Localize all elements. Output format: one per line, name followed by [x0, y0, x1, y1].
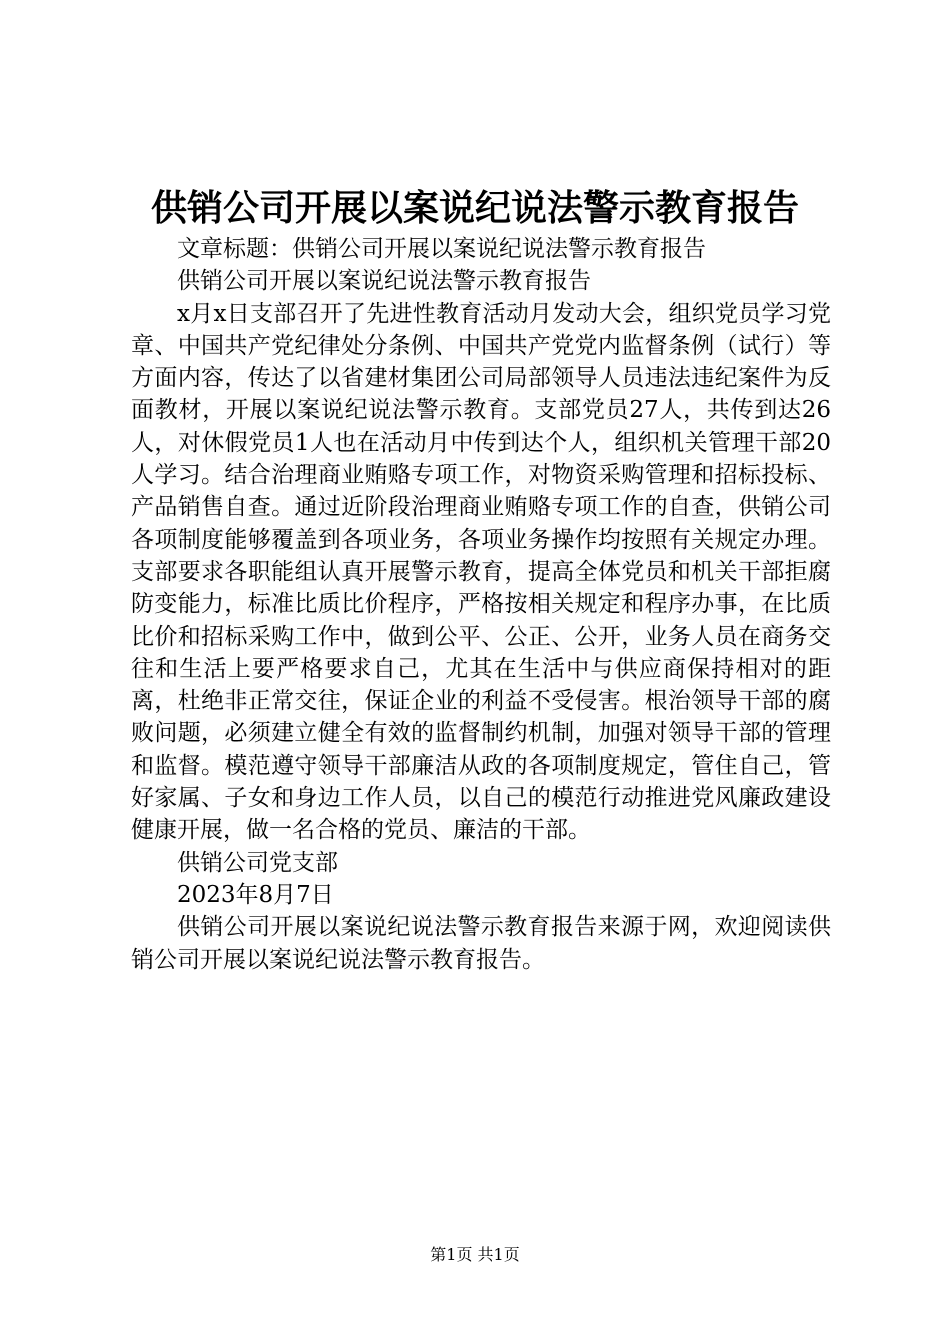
- document-body: [131, 233, 831, 976]
- signature-date: 2023年8月7日: [177, 881, 334, 908]
- signature-organization: 供销公司党支部: [177, 849, 338, 876]
- article-subtitle-line: 供销公司开展以案说纪说法警示教育报告: [177, 268, 591, 295]
- closing-paragraph: 供销公司开展以案说纪说法警示教育报告来源于网，欢迎阅读供销公司开展以案说纪说法警示教育报告。: [131, 914, 831, 973]
- page-footer: 第1页 共1页: [430, 1245, 520, 1264]
- article-title-line: 文章标题：供销公司开展以案说纪说法警示教育报告: [177, 236, 706, 262]
- document-title: 供销公司开展以案说纪说法警示教育报告: [150, 187, 799, 229]
- main-paragraph: x月x日支部召开了先进性教育活动月发动大会，组织党员学习党章、中国共产党纪律处分条例、中国共产党党内监督条例（试行）等方面内容，传达了以省建材集团公司局部领导人员违法违纪案件为反面教材，开展以案说纪说法警示教育。支部党员27人，共传到达26人，对休假党员1人也在活动月中传到达个人，组织机关管理干部20人学习。结合治理商业贿赂专项工作，对物资采购管理和招标投标、产品销售自查。通过近阶段治理商业贿赂专项工作的自查，供销公司各项制度能够覆盖到各项业务，各项业务操作均按照有关规定办理。支部要求各职能组认真开展警示教育，提高全体党员和机关干部拒腐防变能力，标准比质比价程序，严格按相关规定和程序办事，在比质比价和招标采购工作中，做到公平、公正、公开，业务人员在商务交往和生活上要严格要求自己，尤其在生活中与供应商保持相对的距离，杜绝非正常交往，保证企业的利益不受侵害。根治领导干部的腐败问题，必须建立健全有效的监督制约机制，加强对领导干部的管理和监督。模范遵守领导干部廉洁从政的各项制度规定，管住自己，管好家属、子女和身边工作人员，以自己的模范行动推进党风廉政建设健康开展，做一名合格的党员、廉洁的干部。: [131, 300, 831, 844]
